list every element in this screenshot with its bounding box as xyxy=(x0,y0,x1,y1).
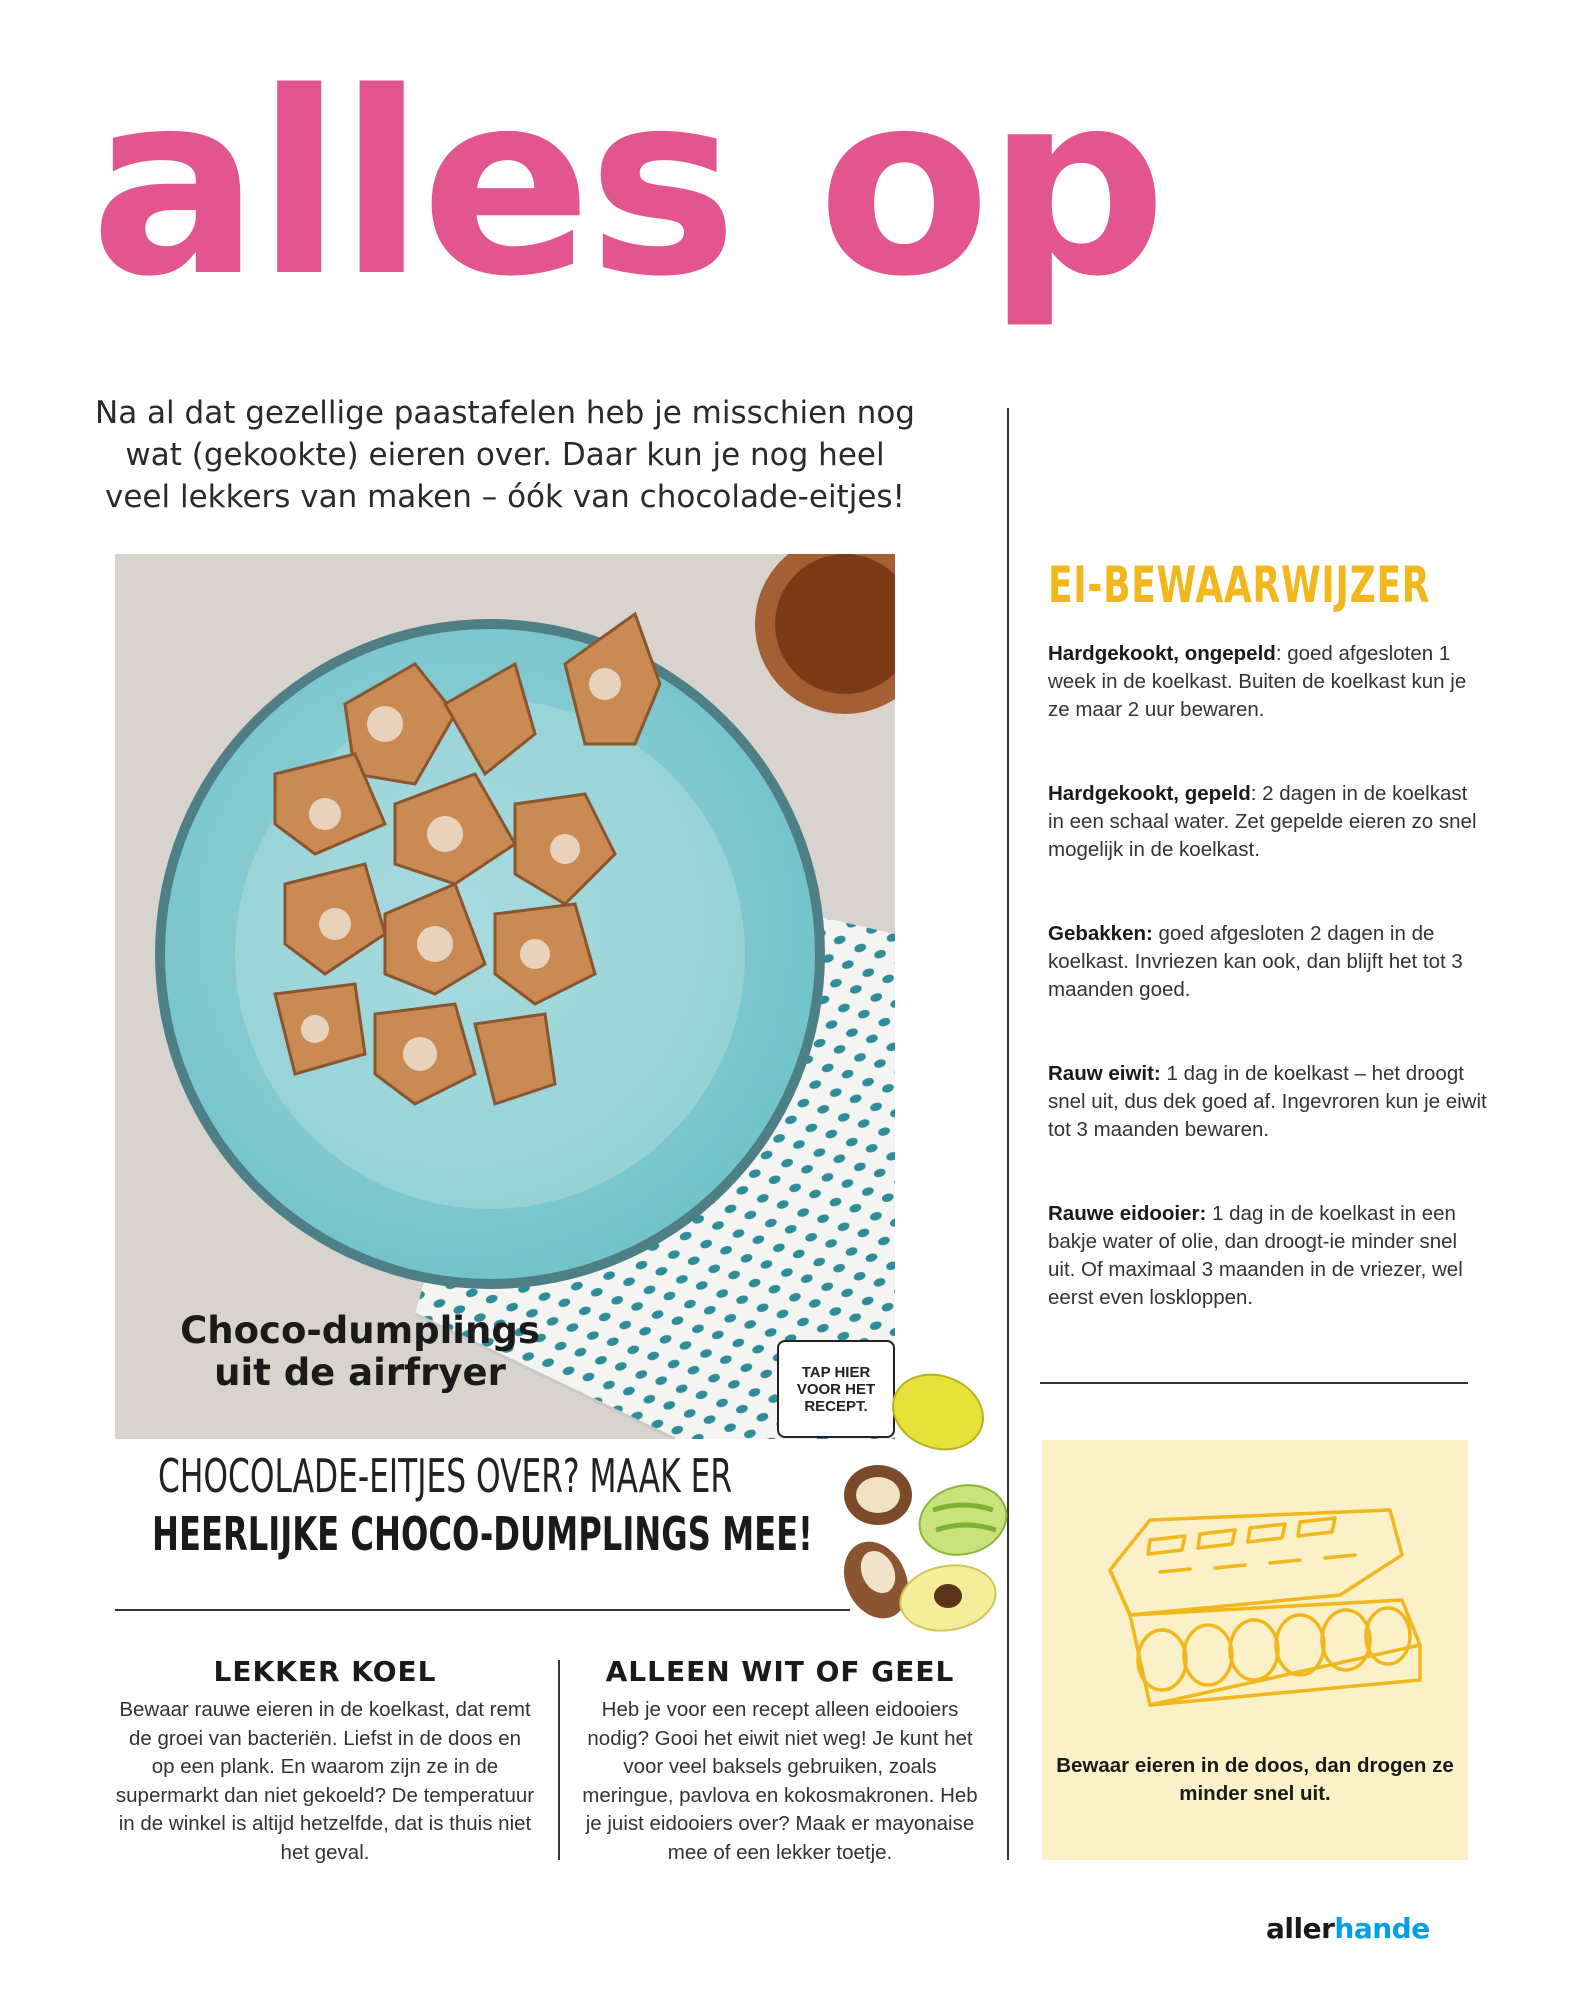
section-divider-right xyxy=(1040,1382,1468,1384)
page-title: alles op xyxy=(90,39,1163,332)
egg-carton-icon xyxy=(1090,1500,1430,1730)
column-title: ALLEEN WIT OF GEEL xyxy=(605,1655,955,1688)
tip-column-koel xyxy=(115,1655,535,1867)
recipe-link-button[interactable]: TAP HIER VOOR HET RECEPT. xyxy=(777,1340,895,1438)
brand-part-2: hande xyxy=(1334,1912,1430,1945)
promo-line-2: HEERLIJKE CHOCO-DUMPLINGS MEE! xyxy=(152,1507,813,1561)
brand-logo xyxy=(1266,1912,1430,1945)
guide-entry-term: Gebakken: xyxy=(1048,922,1153,945)
guide-entry xyxy=(1048,1060,1488,1144)
guide-entry-term: Hardgekookt, gepeld xyxy=(1048,782,1251,805)
column-text: Heb je voor een recept alleen eidooiers nodig? Gooi het eiwit niet weg! Je kunt het voor veel baksels gebruiken, zoals meringue, pavlova en kokosmakronen. Heb je juist eidooiers over? Maak er mayonaise mee of een lekker toetje. xyxy=(582,1698,978,1864)
guide-entry-term: Hardgekookt, ongepeld xyxy=(1048,642,1276,665)
guide-entry-term: Rauwe eidooier: xyxy=(1048,1202,1207,1225)
section-divider-left xyxy=(115,1609,850,1611)
guide-entry-text: goed afgesloten 2 dagen in de koelkast. Invriezen kan ook, dan blijft het tot 3 maanden goed. xyxy=(1048,922,1463,1001)
guide-title: EI-BEWAARWIJZER xyxy=(1048,556,1431,614)
guide-entry xyxy=(1048,1200,1488,1312)
tip-text: Bewaar eieren in de doos, dan drogen ze minder snel uit. xyxy=(1056,1754,1454,1805)
column-text: Bewaar rauwe eieren in de koelkast, dat remt de groei van bacteriën. Liefst in de doos en op een plank. En waarom zijn ze in de supermarkt dan niet gekoeld? De temperatuur in de winkel is altijd hetzelfde, dat is thuis niet het geval. xyxy=(115,1698,535,1864)
brand-part-1: aller xyxy=(1266,1912,1335,1945)
photo-caption-line2: uit de airfryer xyxy=(214,1351,506,1394)
guide-entry-term: Rauw eiwit: xyxy=(1048,1062,1161,1085)
dumplings-photo xyxy=(115,554,895,1439)
guide-entry-text: goed afgesloten 1 week in de koelkast. Buiten de koelkast kun je ze maar 2 uur bewaren. xyxy=(1048,642,1467,721)
tip-column-wit-geel xyxy=(580,1655,980,1867)
guide-entry: Hardgekookt, gepeld: 2 dagen in de koelkast in een schaal water. Zet gepelde eieren zo snel mogelijk in de koelkast. xyxy=(1048,782,1477,861)
guide-entry-text: 1 dag in de koelkast – het droogt snel uit, dus dek goed af. Ingevroren kun je eiwit tot 3 maanden bewaren. xyxy=(1048,1062,1487,1141)
guide-entry xyxy=(1048,920,1488,1004)
chocolate-eggs-illustration xyxy=(838,1360,1038,1650)
photo-caption xyxy=(150,1310,570,1394)
intro-text: Na al dat gezellige paastafelen heb je misschien nog wat (gekookte) eieren over. Daar kun je nog heel veel lekkers van maken – óók van chocolade-eitjes! xyxy=(95,395,915,515)
column-title: LEKKER KOEL xyxy=(213,1655,437,1688)
guide-entry-text: 1 dag in de koelkast in een bakje water of olie, dan droogt-ie minder snel uit. Of maximaal 3 maanden in de vriezer, wel eerst even loskloppen. xyxy=(1048,1202,1463,1309)
guide-entry-text: 2 dagen in de koelkast in een schaal water. Zet gepelde eieren zo snel mogelijk in de koelkast. xyxy=(1048,782,1477,861)
photo-caption-line1: Choco-dumplings xyxy=(180,1309,540,1352)
guide-entry: Hardgekookt, ongepeld: goed afgesloten 1 week in de koelkast. Buiten de koelkast kun je ze maar 2 uur bewaren. xyxy=(1048,642,1467,721)
promo-line-1: CHOCOLADE-EITJES OVER? MAAK ER xyxy=(158,1449,733,1503)
column-divider-bottom xyxy=(558,1660,560,1860)
